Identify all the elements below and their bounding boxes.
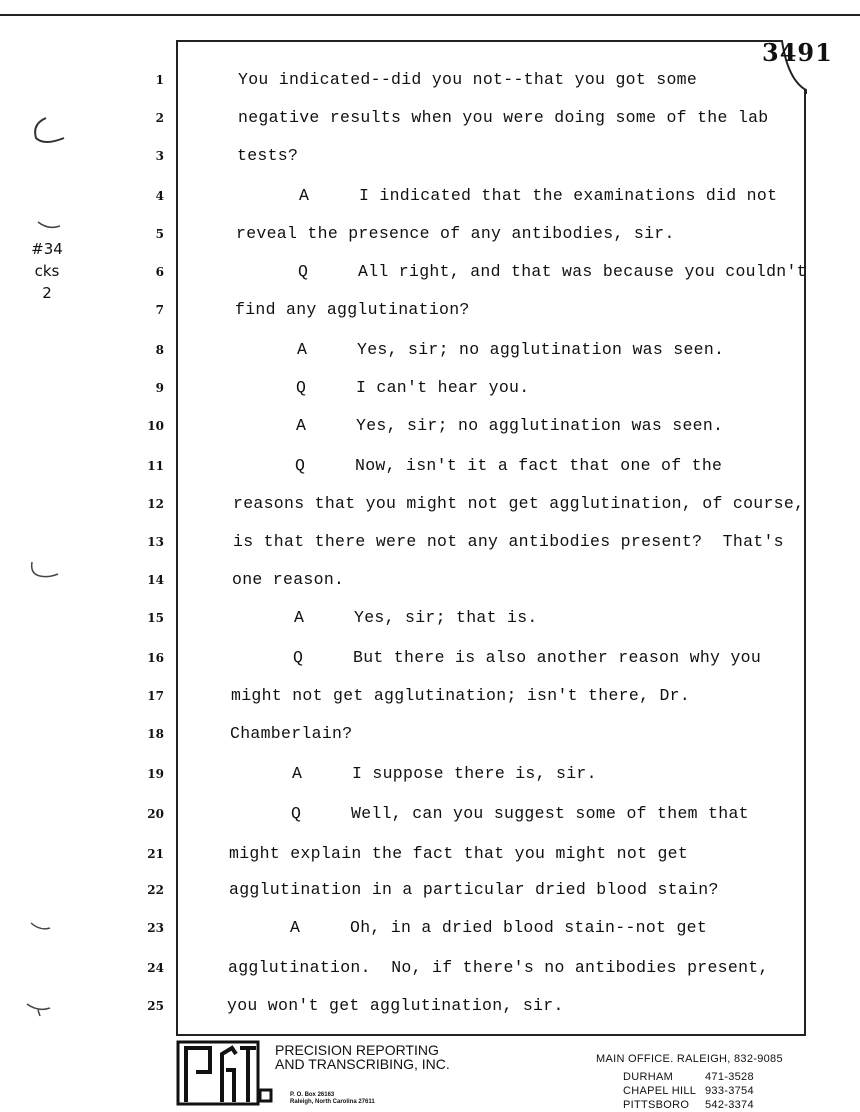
line-number: 11: [147, 459, 164, 473]
line-number: 3: [155, 149, 164, 163]
transcript-line: Chamberlain?: [230, 724, 353, 743]
company-name-line1: PRECISION REPORTING: [275, 1042, 439, 1058]
line-number: 24: [147, 961, 164, 975]
transcript-line: You indicated--did you not--that you got some: [238, 70, 698, 89]
line-number: 5: [155, 227, 164, 241]
margin-note-line: cks: [34, 262, 60, 280]
speaker-label: Q: [291, 804, 302, 823]
line-number: 6: [155, 265, 164, 279]
office-phone: 471-3528: [705, 1071, 754, 1083]
line-number: 18: [147, 727, 164, 741]
main-office: MAIN OFFICE. RALEIGH, 832-9085: [596, 1053, 783, 1065]
company-address: [290, 1092, 375, 1106]
office-city: PITTSBORO: [623, 1099, 690, 1111]
transcript-line: I suppose there is, sir.: [352, 764, 597, 783]
transcript-line: agglutination. No, if there's no antibodies present,: [228, 958, 769, 977]
speaker-label: Q: [296, 378, 307, 397]
speaker-label: A: [297, 340, 308, 359]
speaker-label: Q: [298, 262, 309, 281]
top-rule: [0, 14, 860, 16]
office-phone: 933-3754: [705, 1085, 754, 1097]
frame-left-border: [176, 40, 178, 1035]
transcript-line: All right, and that was because you couldn't: [358, 262, 807, 281]
page-number: 3491: [762, 38, 833, 67]
office-city: CHAPEL HILL: [623, 1085, 697, 1097]
line-number: 10: [147, 419, 164, 433]
line-number: 16: [147, 651, 164, 665]
line-number: 23: [147, 921, 164, 935]
line-number: 22: [147, 883, 164, 897]
speaker-label: A: [290, 918, 301, 937]
company-name-line2: AND TRANSCRIBING, INC.: [275, 1056, 450, 1072]
transcript-line: you won't get agglutination, sir.: [227, 996, 564, 1015]
margin-bracket-mark: [34, 218, 64, 234]
transcript-line: Now, isn't it a fact that one of the: [355, 456, 723, 475]
line-number: 20: [147, 807, 164, 821]
frame-top-border: [176, 40, 782, 42]
transcript-line: Well, can you suggest some of them that: [351, 804, 749, 823]
transcript-line: Oh, in a dried blood stain--not get: [350, 918, 708, 937]
transcript-line: I indicated that the examinations did not: [359, 186, 778, 205]
line-number: 14: [147, 573, 164, 587]
line-number: 8: [155, 343, 164, 357]
speaker-label: Q: [293, 648, 304, 667]
frame-right-border: [804, 90, 806, 1035]
address-line2: Raleigh, North Carolina 27611: [290, 1099, 375, 1105]
transcript-line: one reason.: [232, 570, 345, 589]
transcript-line: But there is also another reason why you: [353, 648, 762, 667]
line-number: 9: [155, 381, 164, 395]
transcript-line: Yes, sir; that is.: [354, 608, 538, 627]
line-number: 21: [147, 847, 164, 861]
line-number: 17: [147, 689, 164, 703]
line-number: 2: [155, 111, 164, 125]
line-number: 19: [147, 767, 164, 781]
transcript-line: is that there were not any antibodies present? That's: [233, 532, 784, 551]
margin-note: [20, 238, 74, 304]
margin-bracket-mark: [28, 112, 72, 152]
line-number: 12: [147, 497, 164, 511]
company-logo: [176, 1040, 274, 1108]
transcript-line: might not get agglutination; isn't there, Dr.: [231, 686, 691, 705]
margin-bracket-mark: [26, 558, 62, 584]
line-number: 13: [147, 535, 164, 549]
margin-note-line: 2: [42, 284, 52, 302]
margin-bracket-mark: [24, 1000, 54, 1020]
speaker-label: Q: [295, 456, 306, 475]
line-number: 25: [147, 999, 164, 1013]
company-name: [275, 1043, 450, 1071]
transcript-line: find any agglutination?: [235, 300, 470, 319]
transcript-line: reveal the presence of any antibodies, sir.: [236, 224, 675, 243]
office-row: [623, 1099, 754, 1111]
office-city: DURHAM: [623, 1071, 674, 1083]
line-number: 7: [155, 303, 164, 317]
office-phone: 542-3374: [705, 1099, 754, 1111]
transcript-line: I can't hear you.: [356, 378, 530, 397]
line-number: 4: [155, 189, 164, 203]
office-row: [623, 1085, 754, 1097]
transcript-line: tests?: [237, 146, 299, 165]
transcript-line: might explain the fact that you might not get: [229, 844, 689, 863]
speaker-label: A: [294, 608, 305, 627]
transcript-line: reasons that you might not get agglutination, of course,: [233, 494, 805, 513]
transcript-line: Yes, sir; no agglutination was seen.: [357, 340, 725, 359]
speaker-label: A: [299, 186, 310, 205]
speaker-label: A: [296, 416, 307, 435]
margin-bracket-mark: [28, 920, 54, 934]
transcript-line: negative results when you were doing some of the lab: [238, 108, 769, 127]
line-number: 1: [155, 73, 164, 87]
office-row: [623, 1071, 754, 1083]
frame-bottom-border: [176, 1034, 806, 1036]
line-number: 15: [147, 611, 164, 625]
margin-note-line: #34: [31, 240, 63, 258]
transcript-line: agglutination in a particular dried blood stain?: [229, 880, 719, 899]
transcript-line: Yes, sir; no agglutination was seen.: [356, 416, 724, 435]
address-line1: P. O. Box 26163: [290, 1092, 335, 1098]
speaker-label: A: [292, 764, 303, 783]
